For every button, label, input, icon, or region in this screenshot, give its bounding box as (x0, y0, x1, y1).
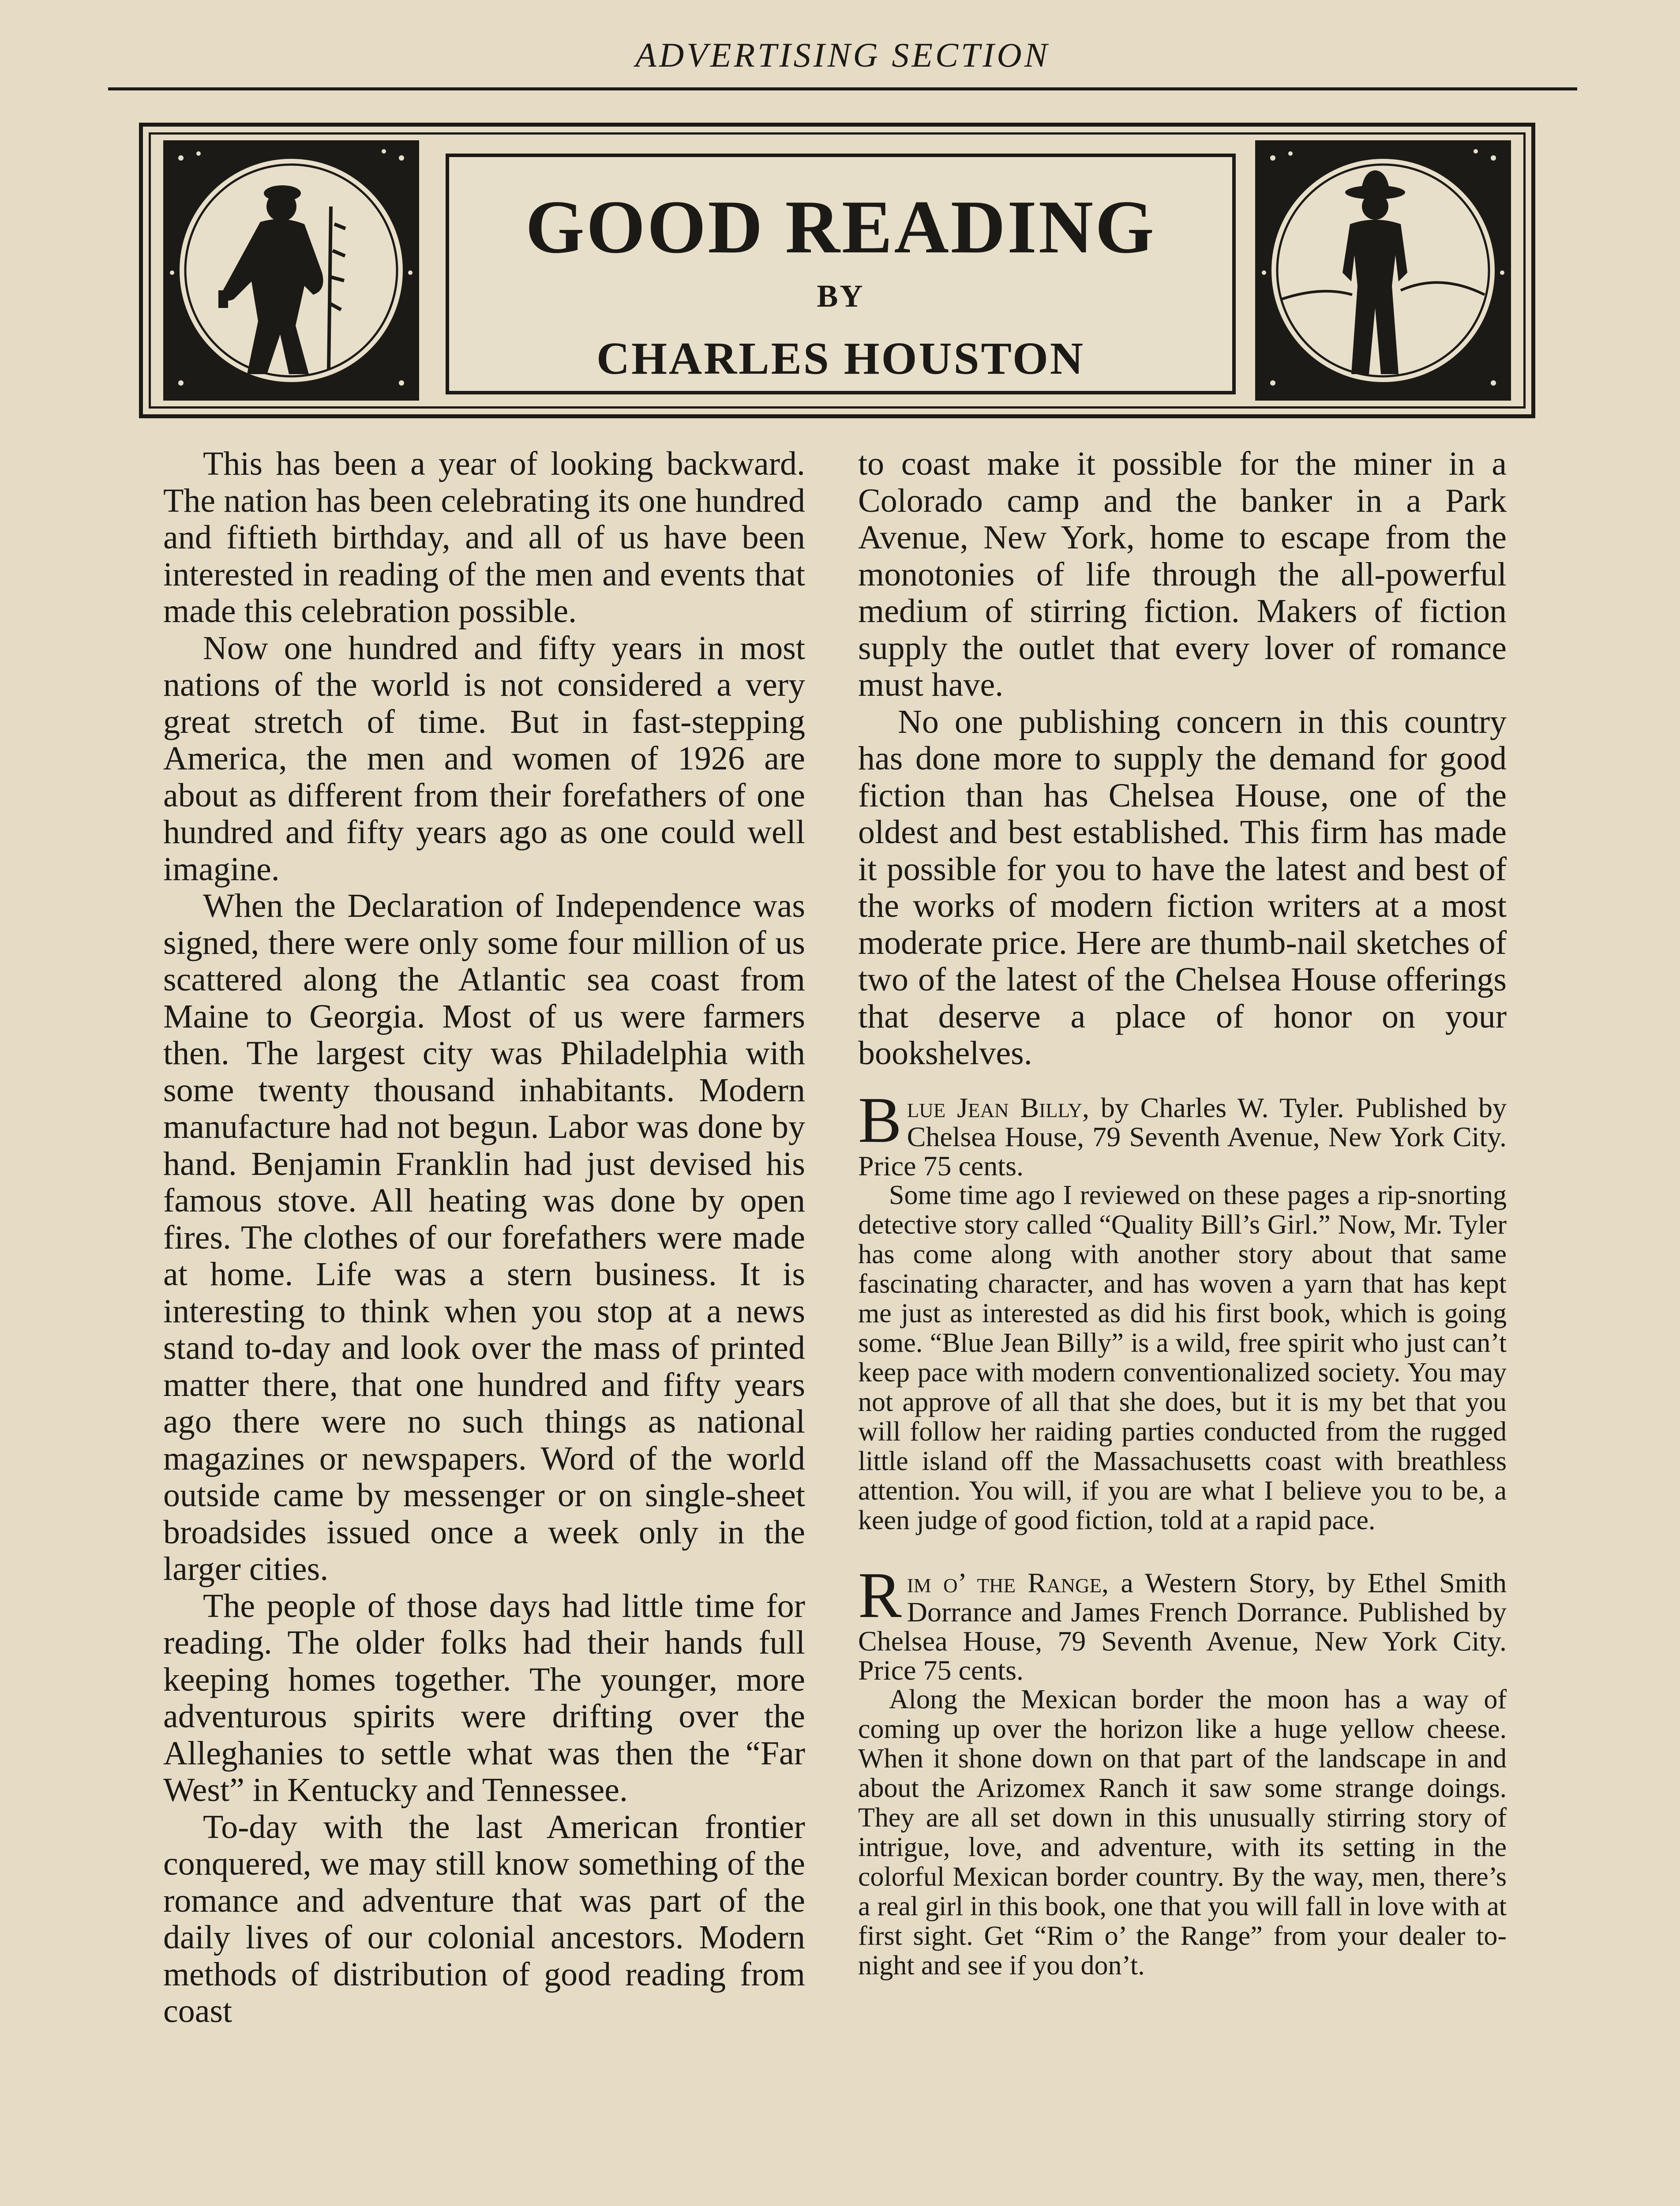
cowboy-silhouette-icon (1255, 140, 1511, 401)
banner-title: GOOD READING (525, 185, 1156, 269)
good-reading-banner (139, 123, 1535, 418)
page-header: ADVERTISING SECTION (635, 36, 1050, 74)
review-drop-cap: B (858, 1084, 902, 1156)
miner-silhouette-icon (163, 140, 419, 401)
review-body: Along the Mexican border the moon has a way of coming up over the horizon like a huge yellow cheese. When it shone down on that part of the landscape in and about the Arizomex Ranch it saw some strange doings. They are all set down in this unusually stirring story of intrigue, love, and adventure, with its setting in the colorful Mexican border country. By the way, men, there’s a real girl in this book, one that you will fall in love with at first sight. Get “Rim o’ the Range” from your dealer to-night and see if you don’t. (858, 1684, 1507, 1981)
book-review-rim-o-the-range (858, 1559, 1507, 1981)
article-paragraph: To-day with the last American frontier conquered, we may still know something of the romance and adventure that was part of the daily lives of our colonial ancestors. Modern methods of distribution of good reading from coast (163, 1808, 805, 2030)
review-publication-details: , a Western Story, by Ethel Smith Dorrance and James French Dorrance. Published by Chelsea House, 79 Seventh Avenue, New York City. Price 75 cents. (858, 1567, 1507, 1686)
review-heading (858, 1084, 1507, 1182)
article-paragraph: No one publishing concern in this country has done more to supply the demand for good fiction than has Chelsea House, one of the oldest and best established. This firm has made it possible for you to have the latest and best of the works of modern fiction writers at a most moderate price. Here are thumb-nail sketches of two of the latest of the Chelsea House offerings that deserve a place of honor on your bookshelves. (858, 703, 1507, 1072)
review-book-title: lue Jean Billy (907, 1092, 1082, 1123)
banner-author: CHARLES HOUSTON (596, 333, 1085, 384)
article-paragraph-continued: to coast make it possible for the miner in a Colorado camp and the banker in a Park Avenue, New York, home to escape from the monotonies of life through the all-powerful medium of stirring fiction. Makers of fiction supply the outlet that every lover of romance must have. (858, 445, 1507, 703)
banner-by: BY (817, 278, 865, 314)
review-drop-cap: R (858, 1559, 902, 1632)
header-rule (108, 87, 1577, 90)
banner-title-panel (446, 154, 1236, 394)
article-paragraph: This has been a year of looking backward. The nation has been celebrating its one hundred and fiftieth birthday, and all of us have been interested in reading of the men and events that made this celebration possible. (163, 445, 805, 630)
book-review-blue-jean-billy (858, 1084, 1507, 1535)
article-right-column (858, 446, 1507, 1981)
review-book-title: im o’ the Range (907, 1567, 1102, 1598)
article-left-column (163, 446, 805, 2030)
review-body: Some time ago I reviewed on these pages a rip-snorting detective story called “Quality Bill’s Girl.” Now, Mr. Tyler has come along with another story about that same fascinating character, and has woven a yarn that has kept me just as interested as did his first book, which is going some. “Blue Jean Billy” is a wild, free spirit who just can’t keep pace with modern conventionalized society. You may not approve of all that she does, but it is my bet that you will follow her raiding parties conducted from the rugged little island off the Massachusetts coast with breathless attention. You will, if you are what I believe you to be, a keen judge of good fiction, told at a rapid pace. (858, 1180, 1507, 1535)
article-paragraph: When the Declaration of Independence was signed, there were only some four million of us scattered along the Atlantic sea coast from Maine to Georgia. Most of us were farmers then. The largest city was Philadelphia with some twenty thousand inhabitants. Modern manufacture had not begun. Labor was done by hand. Benjamin Franklin had just devised his famous stove. All heating was done by open fires. The clothes of our forefathers were made at home. Life was a stern business. It is interesting to think when you stop at a news stand to-day and look over the mass of printed matter there, that one hundred and fifty years ago there were no such things as national magazines or newspapers. Word of the world outside came by messenger or on single-sheet broadsides issued once a week only in the larger cities. (163, 887, 805, 1587)
article-paragraph: Now one hundred and fifty years in most nations of the world is not considered a very great stretch of time. But in fast-stepping America, the men and women of 1926 are about as different from their forefathers of one hundred and fifty years ago as one could well imagine. (163, 629, 805, 888)
review-publication-details: , by Charles W. Tyler. Published by Chelsea House, 79 Seventh Avenue, New York City. Price 75 cents. (858, 1092, 1507, 1182)
review-heading (858, 1559, 1507, 1686)
article-paragraph: The people of those days had little time for reading. The older folks had their hands full keeping homes together. The younger, more adventurous spirits were drifting over the Alleghanies to settle what was then the “Far West” in Kentucky and Tennessee. (163, 1587, 805, 1808)
